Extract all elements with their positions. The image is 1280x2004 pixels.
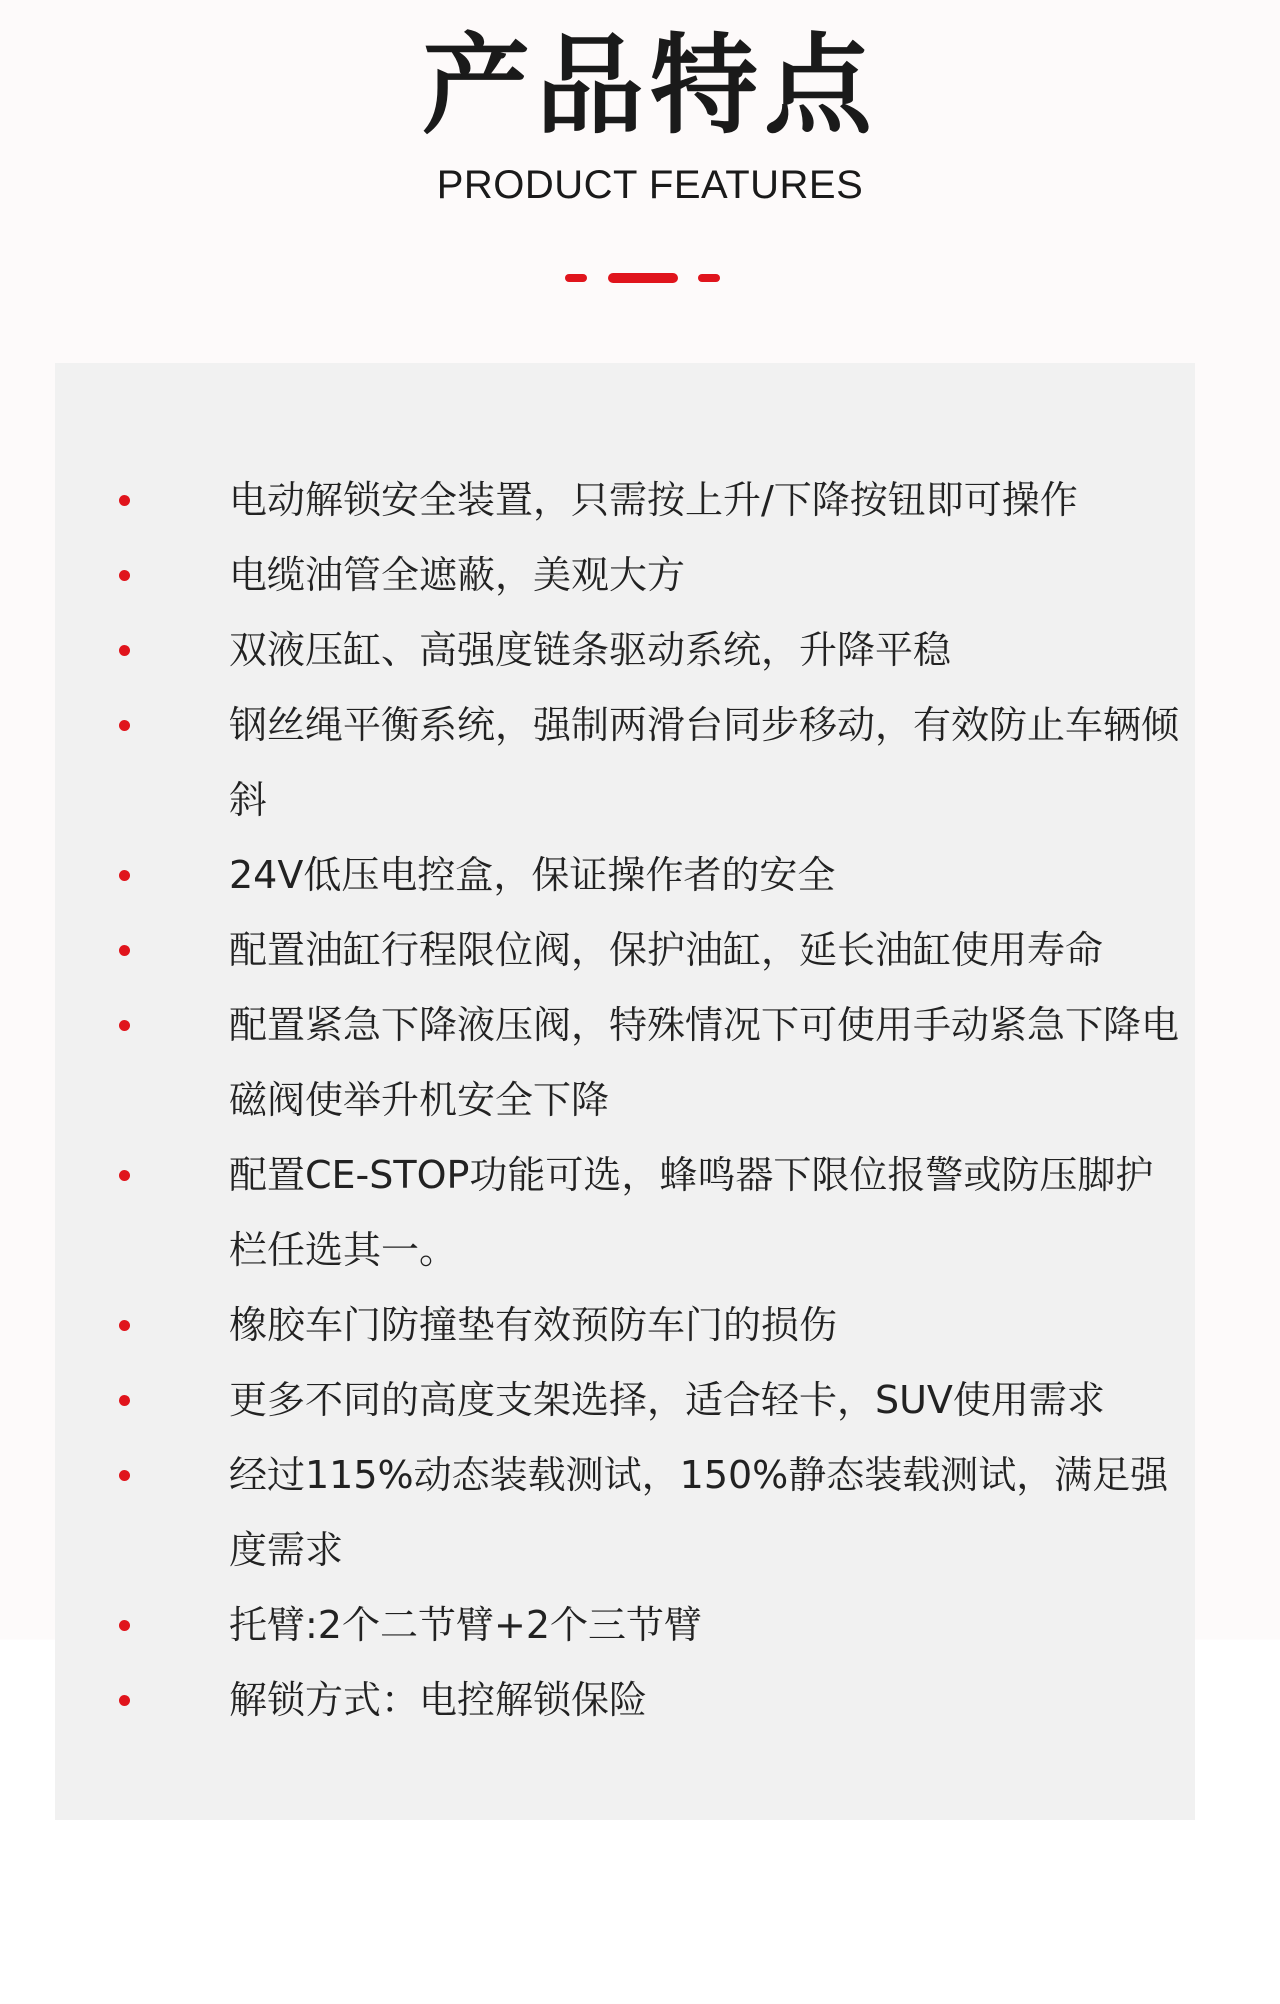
feature-item <box>119 538 1179 613</box>
bullet-icon <box>119 945 130 956</box>
feature-text: 钢丝绳平衡系统，强制两滑台同步移动，有效防止车辆倾斜 <box>229 703 1180 822</box>
feature-text: 配置紧急下降液压阀，特殊情况下可使用手动紧急下降电磁阀使举升机安全下降 <box>229 1003 1180 1122</box>
feature-text: 配置油缸行程限位阀，保护油缸，延长油缸使用寿命 <box>229 928 1104 972</box>
features-panel <box>55 363 1195 1820</box>
feature-item <box>119 688 1179 838</box>
feature-item <box>119 613 1179 688</box>
feature-item <box>119 1288 1179 1363</box>
feature-item <box>119 463 1179 538</box>
feature-list <box>119 463 1179 1738</box>
divider-dot-left <box>565 274 587 282</box>
divider-dot-right <box>698 274 720 282</box>
bullet-icon <box>119 1320 130 1331</box>
feature-text: 24V低压电控盒，保证操作者的安全 <box>229 853 836 897</box>
page-title: 产品特点 <box>421 24 878 149</box>
bullet-icon <box>119 1470 130 1481</box>
bullet-icon <box>119 1020 130 1031</box>
feature-text: 托臂:2个二节臂+2个三节臂 <box>229 1603 702 1647</box>
feature-item <box>119 838 1179 913</box>
feature-text: 更多不同的高度支架选择，适合轻卡，SUV使用需求 <box>229 1378 1105 1422</box>
divider-bar <box>608 273 678 283</box>
bullet-icon <box>119 570 130 581</box>
feature-item <box>119 1588 1179 1663</box>
page-subtitle: PRODUCT FEATURES <box>436 163 864 207</box>
feature-text: 配置CE-STOP功能可选，蜂鸣器下限位报警或防压脚护栏任选其一。 <box>229 1153 1154 1272</box>
bullet-icon <box>119 1620 130 1631</box>
feature-text: 解锁方式：电控解锁保险 <box>229 1678 648 1722</box>
feature-text: 电缆油管全遮蔽，美观大方 <box>229 553 686 597</box>
bullet-icon <box>119 645 130 656</box>
title-divider <box>565 272 720 284</box>
bullet-icon <box>119 870 130 881</box>
feature-text: 橡胶车门防撞垫有效预防车门的损伤 <box>229 1303 838 1347</box>
feature-text: 电动解锁安全装置，只需按上升/下降按钮即可操作 <box>229 478 1078 522</box>
feature-item <box>119 1363 1179 1438</box>
feature-text: 经过115%动态装载测试，150%静态装载测试，满足强度需求 <box>229 1453 1169 1572</box>
feature-text: 双液压缸、高强度链条驱动系统，升降平稳 <box>229 628 952 672</box>
bullet-icon <box>119 1695 130 1706</box>
feature-item <box>119 1663 1179 1738</box>
bullet-icon <box>119 495 130 506</box>
bullet-icon <box>119 720 130 731</box>
bullet-icon <box>119 1170 130 1181</box>
bullet-icon <box>119 1395 130 1406</box>
feature-item <box>119 988 1179 1138</box>
feature-item <box>119 1438 1179 1588</box>
feature-item <box>119 1138 1179 1288</box>
feature-item <box>119 913 1179 988</box>
